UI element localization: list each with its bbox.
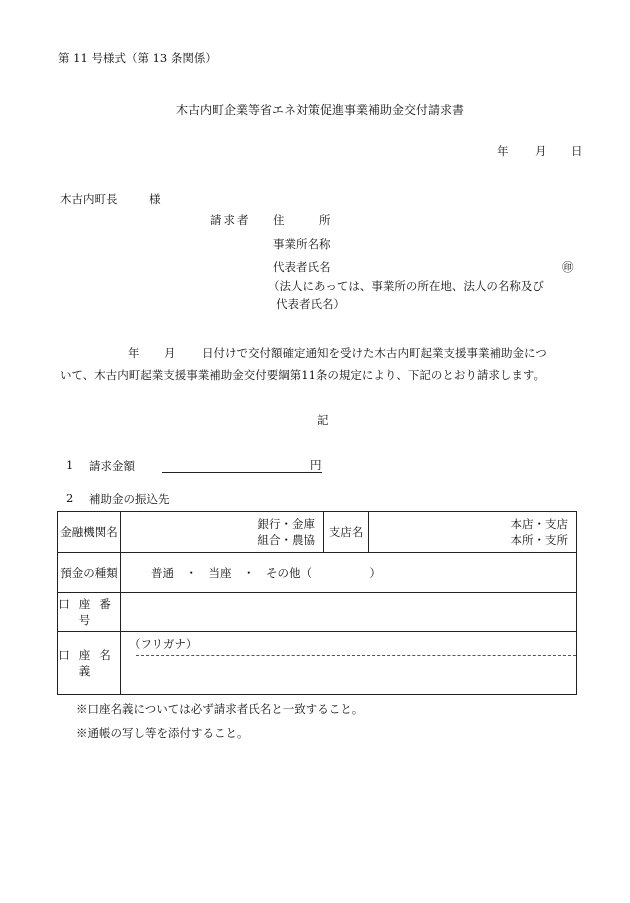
furigana-label: （フリガナ） bbox=[129, 637, 198, 651]
deposit-row bbox=[58, 553, 577, 593]
body-year: 年 bbox=[128, 346, 140, 360]
account-name-label: 口座名義 bbox=[58, 632, 121, 695]
branch-field[interactable] bbox=[369, 512, 577, 553]
corporate-note-line1: （法人にあっては、事業所の所在地、法人の名称及び bbox=[268, 279, 544, 293]
branch-label: 支店名 bbox=[324, 512, 369, 553]
office-name-label: 事業所名称 bbox=[273, 237, 331, 251]
deposit-label: 預金の種類 bbox=[58, 553, 121, 593]
form-number: 第 11 号様式（第 13 条関係） bbox=[58, 51, 217, 65]
body-line2: いて、木古内町起業支援事業補助金交付要綱第11条の規定により、下記のとおり請求します。 bbox=[60, 368, 545, 382]
body-month: 月 bbox=[164, 346, 176, 360]
body-line1: 日付けで交付額確定通知を受けた木古内町起業支援事業補助金につ bbox=[202, 346, 547, 360]
bank-transfer-table bbox=[57, 511, 577, 695]
note-account-name: ※口座名義については必ず請求者氏名と一致すること。 bbox=[76, 702, 364, 716]
representative-label: 代表者氏名 bbox=[273, 260, 331, 274]
branch-types-line2: 本所・支所 bbox=[510, 533, 568, 547]
requester-label: 請求者 bbox=[210, 213, 251, 227]
seal-mark: ㊞ bbox=[562, 260, 574, 274]
note-passbook-copy: ※通帳の写し等を添付すること。 bbox=[76, 726, 249, 740]
account-number-label: 口座番号 bbox=[58, 593, 121, 632]
account-number-row bbox=[58, 593, 577, 632]
addressee: 木古内町長 bbox=[60, 192, 118, 206]
account-number-field[interactable] bbox=[121, 593, 577, 632]
date-month: 月 bbox=[535, 144, 547, 158]
bank-types-line1: 銀行・金庫 bbox=[257, 517, 315, 531]
account-name-field[interactable] bbox=[121, 632, 577, 695]
bank-types-line2: 組合・農協 bbox=[257, 533, 315, 547]
address-label: 住 所 bbox=[273, 213, 331, 227]
item2-number: 2 bbox=[66, 491, 74, 505]
amount-unit: 円 bbox=[310, 458, 322, 472]
amount-underline bbox=[162, 460, 310, 473]
account-name-row bbox=[58, 632, 577, 695]
document-title: 木古内町企業等省エネ対策促進事業補助金交付請求書 bbox=[176, 103, 465, 117]
deposit-options[interactable]: 普通 ・ 当座 ・ その他（ ） bbox=[121, 553, 577, 593]
institution-field[interactable] bbox=[121, 512, 324, 553]
honorific: 様 bbox=[149, 192, 161, 206]
branch-types-line1: 本店・支店 bbox=[510, 517, 568, 531]
amount-field[interactable] bbox=[162, 457, 322, 473]
institution-label: 金融機関名 bbox=[58, 512, 121, 553]
date-day: 日 bbox=[571, 144, 583, 158]
corporate-note-line2: 代表者氏名） bbox=[276, 297, 345, 311]
furigana-divider bbox=[136, 655, 576, 656]
item1-number: 1 bbox=[66, 458, 74, 472]
ki-heading: 記 bbox=[317, 413, 329, 427]
date-year: 年 bbox=[497, 144, 509, 158]
item2-label: 補助金の振込先 bbox=[89, 492, 170, 506]
item1-label: 請求金額 bbox=[89, 459, 135, 473]
institution-row bbox=[58, 512, 577, 553]
